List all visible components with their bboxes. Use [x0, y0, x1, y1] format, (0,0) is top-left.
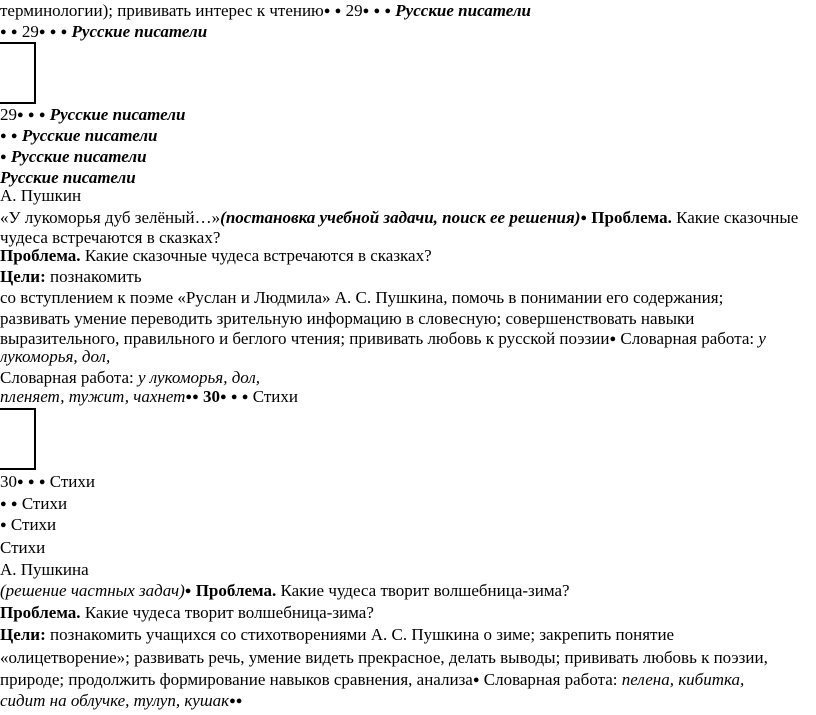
text-line — [0, 245, 432, 267]
author-line — [0, 185, 81, 207]
problem-text: Какие сказочные — [676, 208, 799, 227]
page-number: 29 — [21, 22, 39, 41]
goals-text: познакомить — [50, 267, 142, 286]
section-title: Стихи — [10, 515, 57, 534]
page-number: 29 — [0, 105, 17, 124]
section-title: Русские писатели — [49, 105, 186, 124]
goals-text: «олицетворение»; развивать речь, умение видеть прекрасное, делать выводы; прививать любовь к поэзии, — [0, 648, 768, 667]
image-placeholder-box — [0, 42, 36, 104]
bullet-icon: ● — [0, 519, 7, 531]
text-line — [0, 287, 723, 309]
bullet-icon: ● — [0, 151, 7, 163]
page-number: 29 — [345, 1, 363, 20]
bullet-icon: ● — [27, 476, 35, 488]
bullet-icon: ● — [609, 333, 617, 345]
goals-text: развивать умение переводить зрительную информацию в словесную; совершенствовать навыки — [0, 309, 695, 328]
bullet-icon: ● — [229, 695, 236, 707]
bullet-icon: ● — [323, 5, 331, 17]
bullet-icon: ● — [373, 5, 381, 17]
bullet-icon: ● — [38, 476, 46, 488]
work-title: «У лукоморья дуб зелёный…» — [0, 208, 221, 227]
bullet-icon: ● — [192, 391, 199, 403]
task-note: (постановка учебной задачи, поиск ее решения) — [220, 208, 581, 227]
bullet-icon: ● — [185, 391, 193, 403]
text-line — [0, 386, 298, 408]
text-line — [0, 104, 185, 126]
section-title: Русские писатели — [0, 168, 136, 187]
text-line — [0, 346, 110, 368]
vocab-words: у лукоморья, дол, — [138, 368, 261, 387]
section-title: Русские писатели — [395, 1, 531, 20]
goals-text: познакомить учащихся со стихотворениями А. С. Пушкина о зиме; закрепить понятие — [50, 625, 675, 644]
text-line — [0, 207, 798, 229]
vocab-words: лукоморья, дол, — [0, 347, 111, 366]
bullet-icon: ● — [17, 476, 24, 488]
text-line — [0, 602, 374, 624]
author-line — [0, 559, 89, 581]
goals-label: Цели: — [0, 625, 46, 644]
problem-text: Какие чудеса творит волшебница-зима? — [280, 581, 570, 600]
goals-label: Цели: — [0, 267, 46, 286]
section-title: Русские писатели — [21, 126, 158, 145]
bullet-icon: ● — [38, 26, 46, 38]
task-note: (решение частных задач) — [0, 581, 185, 600]
page-number: 30 — [0, 472, 17, 491]
bullet-icon: ● — [384, 5, 392, 17]
text-line — [0, 21, 207, 43]
section-title: Русские писатели — [10, 147, 147, 166]
text-line — [0, 471, 95, 493]
goals-text: выразительного, правильного и беглого чтения; прививать любовь к русской поэзии — [0, 329, 610, 348]
problem-label: Проблема. — [195, 581, 277, 600]
image-placeholder-box — [0, 408, 36, 470]
problem-label: Проблема. — [591, 208, 672, 227]
bullet-icon: ● — [184, 585, 192, 597]
problem-label: Проблема. — [0, 246, 81, 265]
bullet-icon: ● — [580, 212, 588, 224]
section-title: Стихи — [252, 387, 298, 406]
problem-text: Какие чудеса творит волшебница-зима? — [84, 603, 374, 622]
section-title: Русские писатели — [71, 22, 208, 41]
text-line — [0, 514, 56, 536]
text-line — [0, 690, 242, 712]
text-line — [0, 308, 694, 330]
bullet-icon: ● — [38, 109, 46, 121]
vocab-words: сидит на облучке, тулуп, кушак — [0, 691, 230, 710]
problem-text: чудеса встречаются в сказках? — [0, 228, 221, 247]
text-line — [0, 537, 45, 559]
bullet-icon: ● — [241, 391, 249, 403]
vocab-words: у — [758, 329, 766, 348]
bullet-icon: ● — [0, 130, 7, 142]
vocab-words: пелена, кибитка, — [621, 670, 745, 689]
vocab-label: Словарная работа: — [620, 329, 755, 348]
bullet-icon: ● — [334, 5, 342, 17]
text-line — [0, 493, 67, 515]
bullet-icon: ● — [219, 391, 227, 403]
text-line — [0, 647, 768, 669]
section-title: Стихи — [49, 472, 95, 491]
text-line — [0, 146, 147, 168]
bullet-icon: ● — [235, 695, 243, 707]
bullet-icon: ● — [17, 109, 24, 121]
bullet-icon: ● — [49, 26, 57, 38]
text-fragment: терминологии); прививать интерес к чтению — [0, 1, 324, 20]
text-line — [0, 669, 744, 691]
bullet-icon: ● — [10, 26, 18, 38]
text-line — [0, 328, 766, 350]
page-number: 30 — [202, 387, 220, 406]
bullet-icon: ● — [230, 391, 238, 403]
goals-text: со вступлением к поэме «Руслан и Людмила» А. С. Пушкина, помочь в понимании его содержания; — [0, 288, 724, 307]
text-line — [0, 580, 570, 602]
bullet-icon: ● — [27, 109, 35, 121]
author-name: А. Пушкина — [0, 560, 89, 579]
section-title: Стихи — [0, 538, 46, 557]
text-line — [0, 125, 158, 147]
author-name: А. Пушкин — [0, 186, 82, 205]
bullet-icon: ● — [10, 498, 18, 510]
problem-label: Проблема. — [0, 603, 81, 622]
text-line — [0, 266, 142, 288]
bullet-icon: ● — [10, 130, 18, 142]
section-title: Стихи — [21, 494, 68, 513]
vocab-words: пленяет, тужит, чахнет — [0, 387, 186, 406]
bullet-icon: ● — [0, 26, 7, 38]
text-line — [0, 0, 531, 22]
vocab-label: Словарная работа: — [0, 368, 134, 387]
text-line — [0, 624, 674, 646]
bullet-icon: ● — [60, 26, 68, 38]
problem-text: Какие сказочные чудеса встречаются в сказках? — [84, 246, 432, 265]
bullet-icon: ● — [472, 674, 480, 686]
bullet-icon: ● — [0, 498, 7, 510]
bullet-icon: ● — [362, 5, 370, 17]
goals-text: природе; продолжить формирование навыков сравнения, анализа — [0, 670, 473, 689]
vocab-label: Словарная работа: — [483, 670, 618, 689]
